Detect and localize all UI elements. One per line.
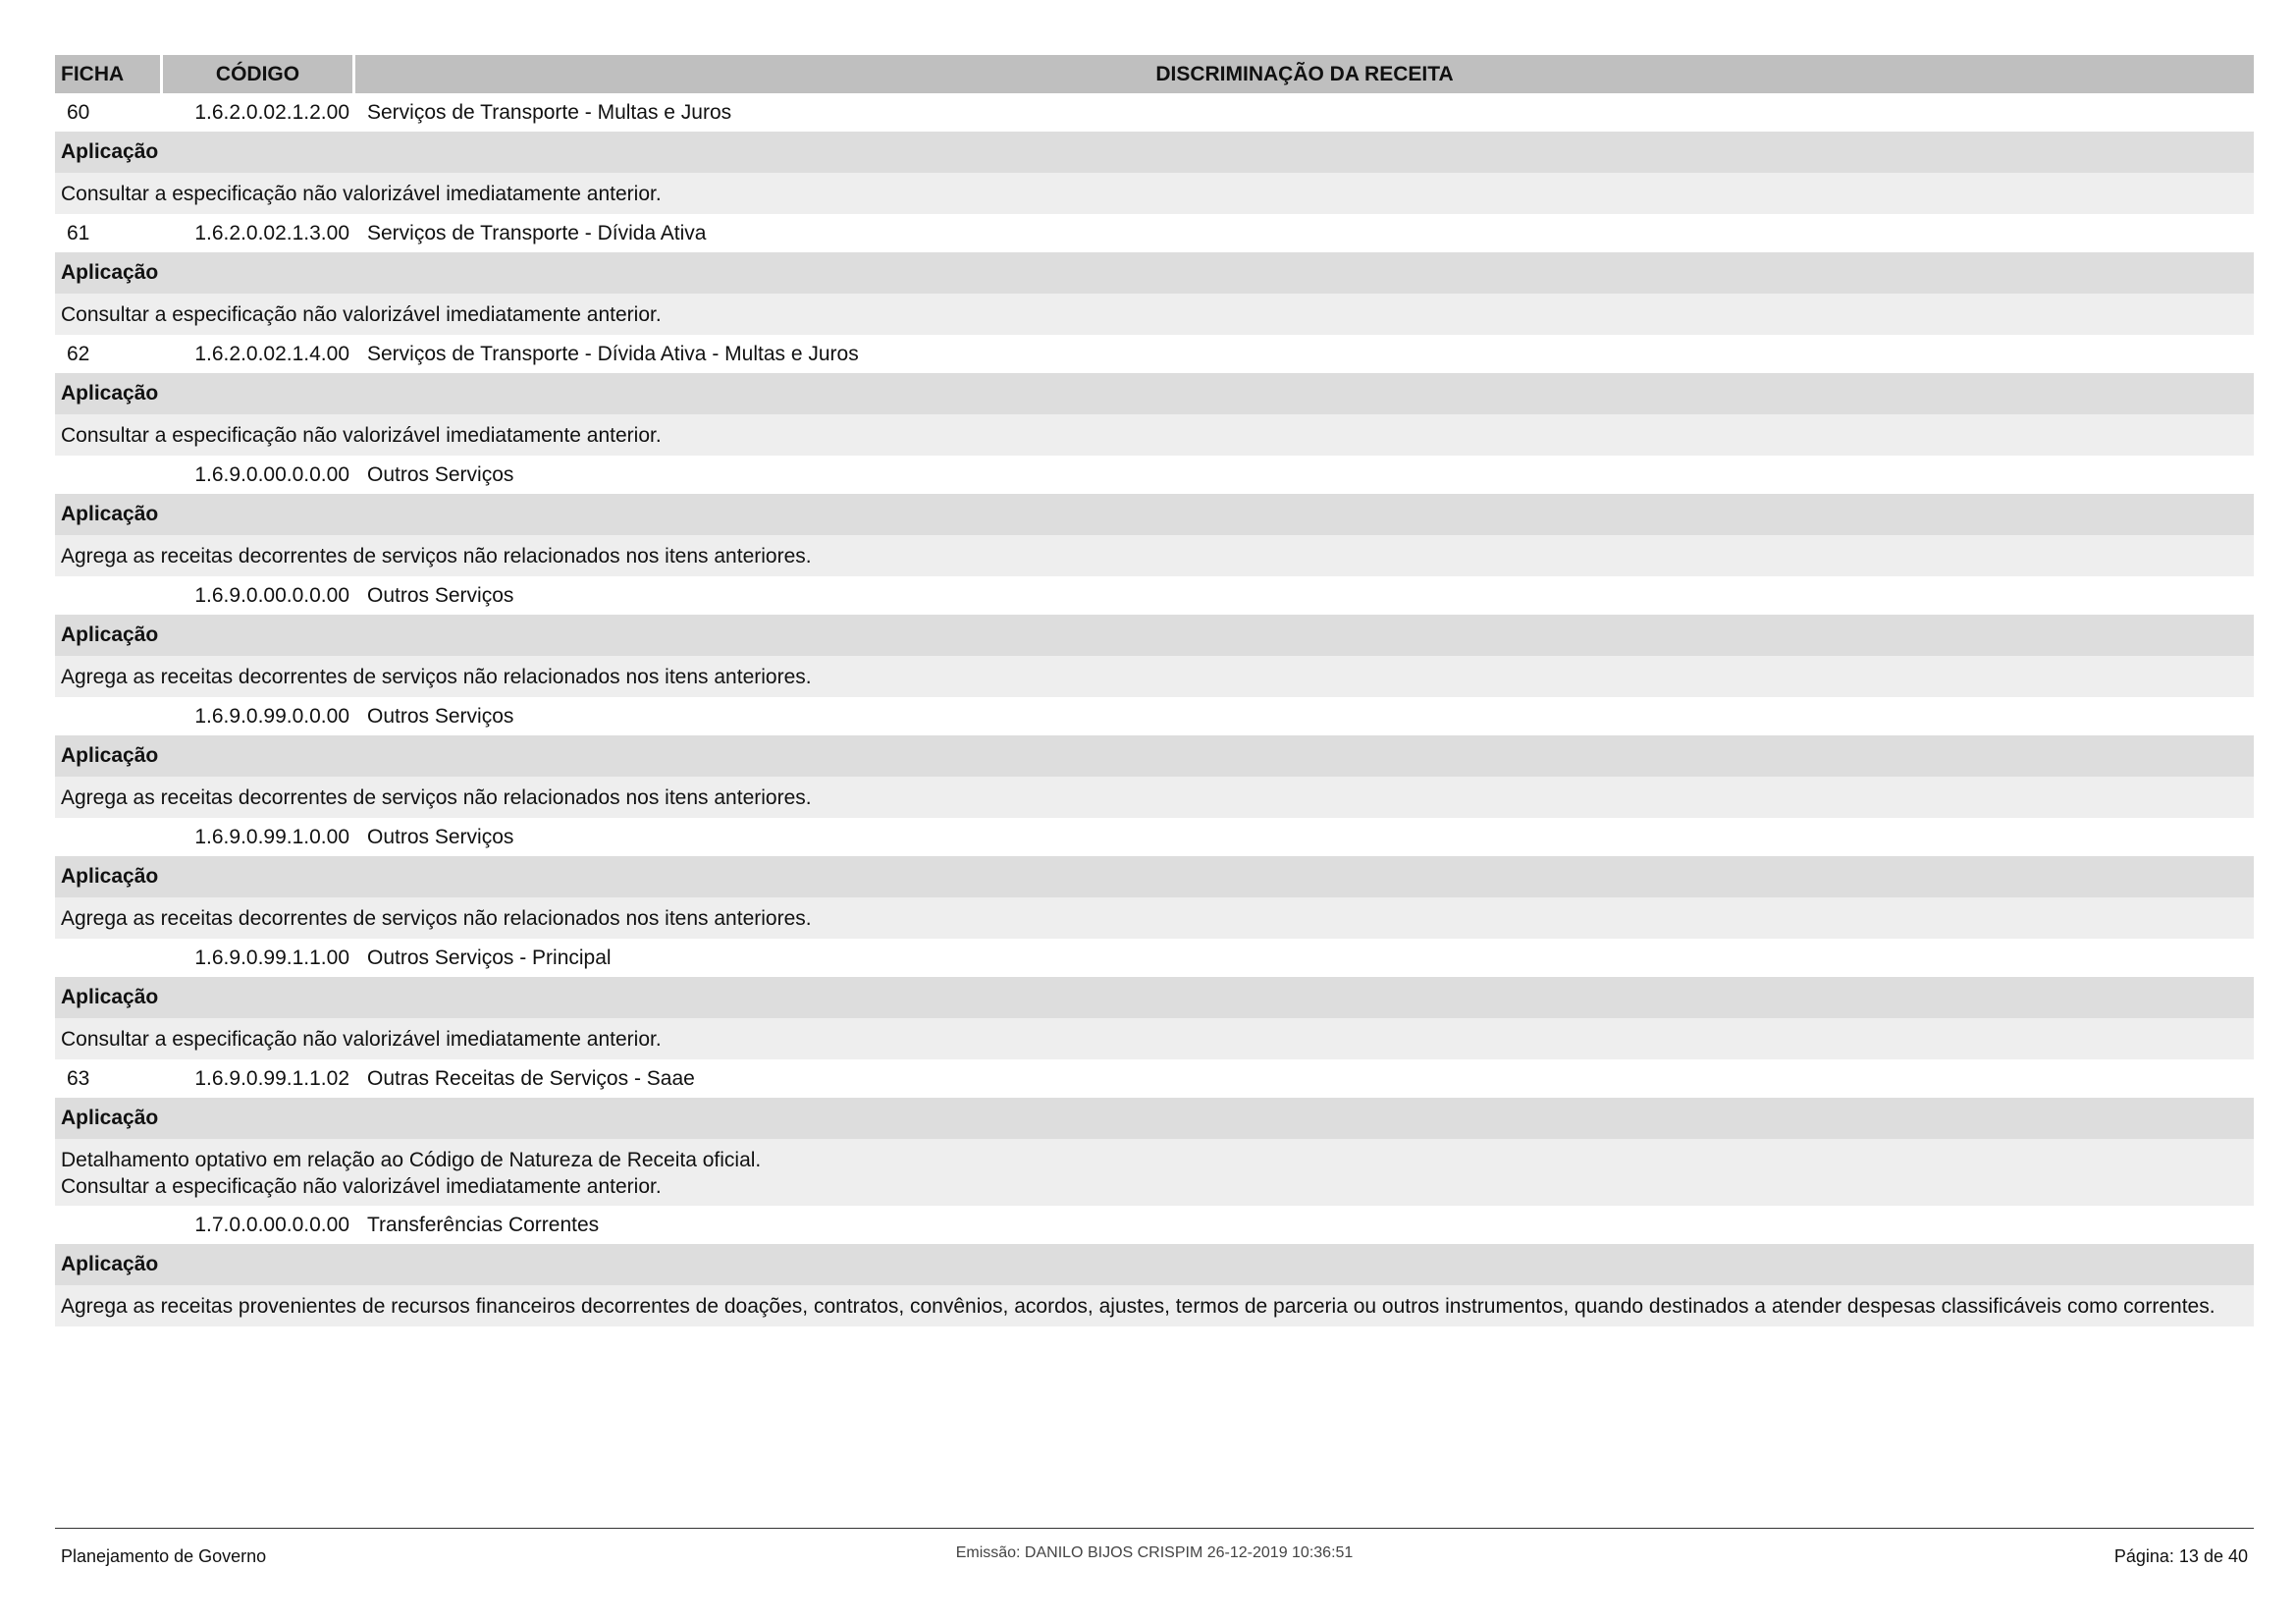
aplicacao-line: Agrega as receitas decorrentes de serviços não relacionados nos itens anteriores.: [61, 545, 812, 568]
aplicacao-label: Aplicação: [55, 977, 2254, 1018]
table-row: [55, 1206, 2254, 1244]
aplicacao-line: Consultar a especificação não valorizável imediatamente anterior.: [61, 424, 662, 447]
table-header: [55, 55, 2254, 93]
codigo-cell: 1.6.9.0.99.1.1.00: [194, 946, 349, 969]
aplicacao-text: [55, 173, 2254, 214]
aplicacao-line: Consultar a especificação não valorizável imediatamente anterior.: [61, 183, 662, 205]
descricao-cell: Serviços de Transporte - Dívida Ativa: [367, 221, 707, 244]
header-ficha: FICHA: [55, 55, 163, 93]
aplicacao-text: [55, 777, 2254, 818]
entry-block: [55, 939, 2254, 1059]
descricao-cell: Outros Serviços - Principal: [367, 946, 612, 969]
aplicacao-line: Agrega as receitas decorrentes de serviços não relacionados nos itens anteriores.: [61, 786, 812, 809]
table-row: [55, 214, 2254, 252]
entry-block: [55, 697, 2254, 818]
aplicacao-label: Aplicação: [55, 132, 2254, 173]
page-footer: [55, 1528, 2254, 1588]
entry-block: [55, 456, 2254, 576]
entry-block: [55, 1206, 2254, 1326]
header-discriminacao: DISCRIMINAÇÃO DA RECEITA: [1155, 62, 1454, 85]
ficha-cell: 62: [67, 342, 90, 365]
ficha-cell: 60: [67, 100, 90, 124]
aplicacao-label: Aplicação: [55, 856, 2254, 897]
footer-emission: Emissão: DANILO BIJOS CRISPIM 26-12-2019 10:36:51: [955, 1544, 1354, 1561]
codigo-cell: 1.6.9.0.99.1.1.02: [194, 1066, 349, 1090]
aplicacao-label: Aplicação: [55, 735, 2254, 777]
aplicacao-label: Aplicação: [55, 494, 2254, 535]
aplicacao-text: [55, 294, 2254, 335]
footer-page-number: Página: 13 de 40: [2113, 1546, 2248, 1566]
aplicacao-label: Aplicação: [55, 1244, 2254, 1285]
aplicacao-text: [55, 535, 2254, 576]
descricao-cell: Outros Serviços: [367, 583, 514, 607]
aplicacao-label: Aplicação: [55, 615, 2254, 656]
aplicacao-text: [55, 1139, 2254, 1206]
aplicacao-label: Aplicação: [55, 373, 2254, 414]
aplicacao-text: [55, 414, 2254, 456]
aplicacao-line: Consultar a especificação não valorizável imediatamente anterior.: [61, 1175, 662, 1198]
codigo-cell: 1.6.2.0.02.1.3.00: [194, 221, 349, 244]
header-codigo: CÓDIGO: [163, 55, 355, 93]
entry-block: [55, 214, 2254, 335]
aplicacao-line: Detalhamento optativo em relação ao Código de Natureza de Receita oficial.: [61, 1149, 762, 1171]
aplicacao-text: [55, 656, 2254, 697]
aplicacao-text: [55, 1285, 2254, 1326]
descricao-cell: Outros Serviços: [367, 704, 514, 728]
descricao-cell: Transferências Correntes: [367, 1213, 600, 1236]
aplicacao-label: Aplicação: [55, 1098, 2254, 1139]
aplicacao-line: Agrega as receitas decorrentes de serviços não relacionados nos itens anteriores.: [61, 666, 812, 688]
table-row: [55, 576, 2254, 615]
table-row: [55, 335, 2254, 373]
aplicacao-line: Agrega as receitas provenientes de recursos financeiros decorrentes de doações, contratos, convênios, acordos, ajustes, termos de parceria ou outros instrumentos, quando destinados a atender despesas classificáveis como correntes.: [61, 1295, 2216, 1318]
aplicacao-text: [55, 897, 2254, 939]
codigo-cell: 1.6.9.0.00.0.0.00: [194, 583, 349, 607]
descricao-cell: Outras Receitas de Serviços - Saae: [367, 1066, 695, 1090]
codigo-cell: 1.6.9.0.00.0.0.00: [194, 462, 349, 486]
codigo-cell: 1.7.0.0.00.0.0.00: [194, 1213, 349, 1236]
footer-title: Planejamento de Governo: [61, 1546, 267, 1566]
descricao-cell: Outros Serviços: [367, 825, 514, 848]
table-row: [55, 93, 2254, 132]
codigo-cell: 1.6.9.0.99.1.0.00: [194, 825, 349, 848]
table-row: [55, 456, 2254, 494]
table-row: [55, 939, 2254, 977]
codigo-cell: 1.6.9.0.99.0.0.00: [194, 704, 349, 728]
aplicacao-label: Aplicação: [55, 252, 2254, 294]
descricao-cell: Serviços de Transporte - Dívida Ativa - Multas e Juros: [367, 342, 859, 365]
descricao-cell: Outros Serviços: [367, 462, 514, 486]
ficha-cell: 63: [67, 1066, 90, 1090]
entry-block: [55, 576, 2254, 697]
revenue-table: [55, 55, 2254, 1326]
aplicacao-line: Agrega as receitas decorrentes de serviços não relacionados nos itens anteriores.: [61, 907, 812, 930]
ficha-cell: 61: [67, 221, 90, 244]
aplicacao-line: Consultar a especificação não valorizável imediatamente anterior.: [61, 303, 662, 326]
entry-block: [55, 93, 2254, 214]
descricao-cell: Serviços de Transporte - Multas e Juros: [367, 100, 732, 124]
aplicacao-text: [55, 1018, 2254, 1059]
table-row: [55, 818, 2254, 856]
table-row: [55, 1059, 2254, 1098]
table-row: [55, 697, 2254, 735]
entry-block: [55, 818, 2254, 939]
entry-block: [55, 1059, 2254, 1206]
entry-block: [55, 335, 2254, 456]
aplicacao-line: Consultar a especificação não valorizável imediatamente anterior.: [61, 1028, 662, 1051]
codigo-cell: 1.6.2.0.02.1.2.00: [194, 100, 349, 124]
codigo-cell: 1.6.2.0.02.1.4.00: [194, 342, 349, 365]
